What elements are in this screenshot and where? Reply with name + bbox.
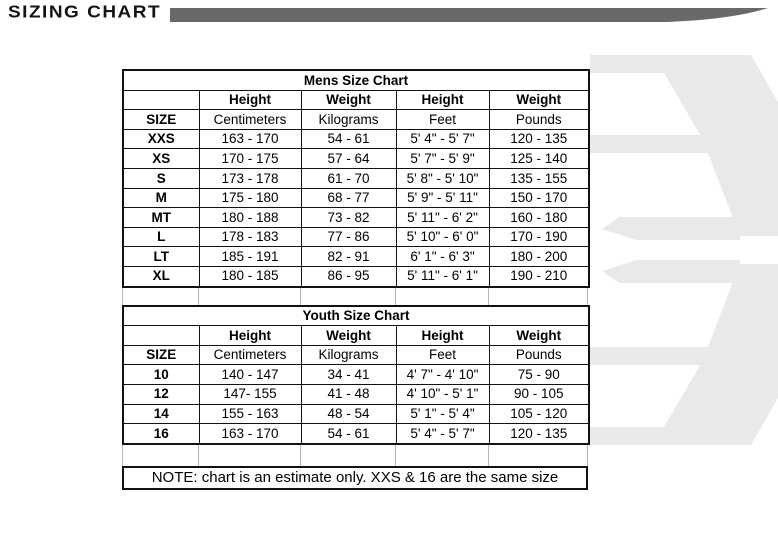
- table-row: [123, 384, 589, 404]
- value-cell: 147- 155: [199, 384, 301, 404]
- table-row: [123, 129, 589, 149]
- header-cell: Pounds: [489, 110, 589, 130]
- value-cell: 175 - 180: [199, 188, 301, 208]
- value-cell: 163 - 170: [199, 424, 301, 444]
- size-cell: 16: [123, 424, 199, 444]
- value-cell: 163 - 170: [199, 129, 301, 149]
- header-cell: Weight: [301, 90, 396, 110]
- header-cell: Kilograms: [301, 345, 396, 365]
- header-cell: Height: [199, 326, 301, 346]
- youth-table-title-row: [123, 306, 589, 326]
- value-cell: 105 - 120: [489, 404, 589, 424]
- header-bar: [170, 8, 770, 22]
- value-cell: 120 - 135: [489, 424, 589, 444]
- value-cell: 86 - 95: [301, 266, 396, 286]
- mens-size-table: [122, 69, 590, 288]
- value-cell: 4' 7" - 4' 10": [396, 365, 489, 385]
- table-row: [123, 208, 589, 228]
- table-row: [123, 404, 589, 424]
- size-cell: 14: [123, 404, 199, 424]
- header-cell: [123, 90, 199, 110]
- column-stub-row: [122, 288, 588, 305]
- mens-table-title: Mens Size Chart: [123, 70, 589, 90]
- table-row: [123, 227, 589, 247]
- size-cell: 10: [123, 365, 199, 385]
- header-cell: Kilograms: [301, 110, 396, 130]
- value-cell: 140 - 147: [199, 365, 301, 385]
- table-row: [123, 266, 589, 286]
- value-cell: 54 - 61: [301, 129, 396, 149]
- youth-table-title: Youth Size Chart: [123, 306, 589, 326]
- header-cell: Feet: [396, 345, 489, 365]
- charts-area: [122, 69, 588, 490]
- value-cell: 73 - 82: [301, 208, 396, 228]
- value-cell: 5' 1" - 5' 4": [396, 404, 489, 424]
- size-cell: MT: [123, 208, 199, 228]
- table-row: [123, 188, 589, 208]
- page-title: SIZING CHART: [8, 3, 162, 23]
- value-cell: 5' 11" - 6' 1": [396, 266, 489, 286]
- value-cell: 155 - 163: [199, 404, 301, 424]
- value-cell: 68 - 77: [301, 188, 396, 208]
- value-cell: 41 - 48: [301, 384, 396, 404]
- youth-size-table: [122, 305, 590, 445]
- value-cell: 173 - 178: [199, 168, 301, 188]
- header-cell: [123, 326, 199, 346]
- table-row: [123, 424, 589, 444]
- value-cell: 48 - 54: [301, 404, 396, 424]
- size-cell: XXS: [123, 129, 199, 149]
- value-cell: 5' 9" - 5' 11": [396, 188, 489, 208]
- header-cell: SIZE: [123, 110, 199, 130]
- value-cell: 150 - 170: [489, 188, 589, 208]
- value-cell: 190 - 210: [489, 266, 589, 286]
- value-cell: 180 - 188: [199, 208, 301, 228]
- header-cell: Weight: [489, 326, 589, 346]
- value-cell: 180 - 200: [489, 247, 589, 267]
- value-cell: 6' 1" - 6' 3": [396, 247, 489, 267]
- size-cell: L: [123, 227, 199, 247]
- header-cell: SIZE: [123, 345, 199, 365]
- size-cell: XS: [123, 149, 199, 169]
- header-cell: Centimeters: [199, 110, 301, 130]
- value-cell: 54 - 61: [301, 424, 396, 444]
- brand-chevron-logo-icon: [588, 50, 778, 450]
- column-stub-row: [122, 445, 588, 466]
- value-cell: 57 - 64: [301, 149, 396, 169]
- youth-unit-header-row: [123, 326, 589, 346]
- value-cell: 4' 10" - 5' 1": [396, 384, 489, 404]
- table-row: [123, 168, 589, 188]
- table-row: [123, 149, 589, 169]
- value-cell: 34 - 41: [301, 365, 396, 385]
- value-cell: 82 - 91: [301, 247, 396, 267]
- value-cell: 77 - 86: [301, 227, 396, 247]
- value-cell: 160 - 180: [489, 208, 589, 228]
- value-cell: 5' 4" - 5' 7": [396, 129, 489, 149]
- header-cell: Height: [199, 90, 301, 110]
- youth-label-header-row: [123, 345, 589, 365]
- table-row: [123, 365, 589, 385]
- size-cell: M: [123, 188, 199, 208]
- header-cell: Feet: [396, 110, 489, 130]
- value-cell: 125 - 140: [489, 149, 589, 169]
- size-cell: LT: [123, 247, 199, 267]
- value-cell: 5' 4" - 5' 7": [396, 424, 489, 444]
- mens-label-header-row: [123, 110, 589, 130]
- header-cell: Centimeters: [199, 345, 301, 365]
- header-cell: Weight: [489, 90, 589, 110]
- value-cell: 120 - 135: [489, 129, 589, 149]
- mens-unit-header-row: [123, 90, 589, 110]
- value-cell: 170 - 190: [489, 227, 589, 247]
- value-cell: 5' 11" - 6' 2": [396, 208, 489, 228]
- value-cell: 185 - 191: [199, 247, 301, 267]
- value-cell: 5' 10" - 6' 0": [396, 227, 489, 247]
- table-row: [123, 247, 589, 267]
- value-cell: 170 - 175: [199, 149, 301, 169]
- value-cell: 75 - 90: [489, 365, 589, 385]
- note-bar: NOTE: chart is an estimate only. XXS & 16 are the same size: [122, 466, 588, 490]
- value-cell: 178 - 183: [199, 227, 301, 247]
- value-cell: 180 - 185: [199, 266, 301, 286]
- header-cell: Height: [396, 326, 489, 346]
- mens-table-title-row: [123, 70, 589, 90]
- header-cell: Weight: [301, 326, 396, 346]
- size-cell: 12: [123, 384, 199, 404]
- value-cell: 5' 8" - 5' 10": [396, 168, 489, 188]
- value-cell: 61 - 70: [301, 168, 396, 188]
- header-cell: Pounds: [489, 345, 589, 365]
- value-cell: 90 - 105: [489, 384, 589, 404]
- size-cell: XL: [123, 266, 199, 286]
- value-cell: 5' 7" - 5' 9": [396, 149, 489, 169]
- value-cell: 135 - 155: [489, 168, 589, 188]
- size-cell: S: [123, 168, 199, 188]
- header-cell: Height: [396, 90, 489, 110]
